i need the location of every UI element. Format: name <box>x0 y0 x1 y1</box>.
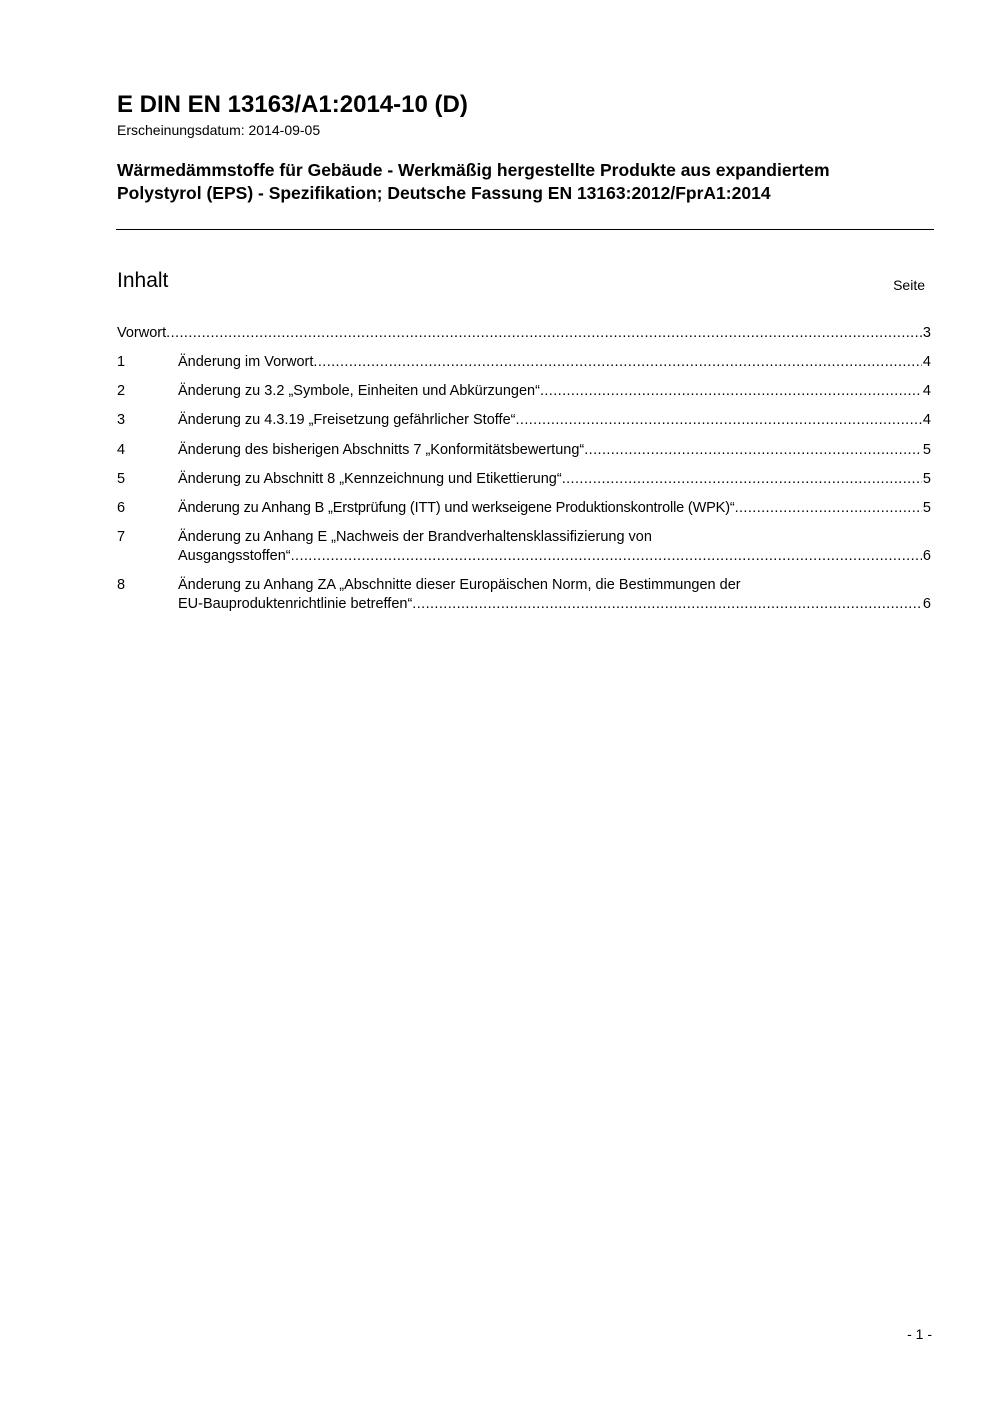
toc-entry-page: 4 <box>922 412 931 428</box>
toc-entry-page: 6 <box>922 548 931 564</box>
toc-entry-title[interactable]: Änderung im Vorwort <box>178 354 314 370</box>
toc-dot-leader <box>540 382 922 401</box>
toc-dot-leader <box>735 499 922 518</box>
toc-entry-page: 6 <box>922 596 931 612</box>
toc-entry-number: 4 <box>117 442 126 458</box>
toc-entry-number: 6 <box>117 500 126 516</box>
toc-entry-title-line2[interactable]: Ausgangsstoffen“ <box>178 548 291 564</box>
toc-entry-title[interactable]: Änderung des bisherigen Abschnitts 7 „Konformitätsbewertung“ <box>178 442 585 458</box>
toc-entry-body <box>178 382 931 401</box>
toc-entry-body <box>178 499 931 518</box>
title-divider <box>116 229 934 230</box>
toc-entry-title-line2[interactable]: EU-Bauproduktenrichtlinie betreffen“ <box>178 596 413 612</box>
toc-entry-page: 4 <box>922 354 931 370</box>
toc-entry-body <box>178 353 931 372</box>
toc-entry-body <box>178 528 931 566</box>
page-number: - 1 - <box>907 1326 932 1342</box>
toc-entry-number: 5 <box>117 471 126 487</box>
toc-entry-page: 4 <box>922 383 931 399</box>
toc-entry-title[interactable]: Änderung zu Anhang B „Erstprüfung (ITT) und werkseigene Produktionskontrolle (WPK)“ <box>178 500 735 516</box>
toc-entry-title[interactable]: Änderung zu 4.3.19 „Freisetzung gefährlicher Stoffe“ <box>178 412 516 428</box>
toc-page-column-label: Seite <box>893 277 925 293</box>
toc-entry-number: 3 <box>117 412 126 428</box>
toc-entry-page: 5 <box>922 442 931 458</box>
toc-dot-leader <box>166 324 922 343</box>
document-id: E DIN EN 13163/A1:2014-10 (D) <box>117 91 468 118</box>
toc-entry-body <box>178 576 931 614</box>
toc-entry-body <box>178 441 931 460</box>
toc-entry-page: 3 <box>922 325 931 341</box>
toc-heading: Inhalt <box>117 269 169 292</box>
toc-entry-body <box>178 411 931 430</box>
toc-entry-number: 2 <box>117 383 126 399</box>
toc-entry-number: 7 <box>117 529 126 545</box>
toc-entry-number: 8 <box>117 577 126 593</box>
toc-dot-leader <box>291 547 922 566</box>
toc-dot-leader <box>313 353 922 372</box>
toc-entry-page: 5 <box>922 471 931 487</box>
toc-entry-title-line1[interactable]: Änderung zu Anhang E „Nachweis der Brandverhaltensklassifizierung von <box>178 529 652 545</box>
toc-entry-title[interactable]: Änderung zu 3.2 „Symbole, Einheiten und Abkürzungen“ <box>178 383 540 399</box>
toc-entry-body <box>178 470 931 489</box>
toc-entry-body <box>117 324 931 343</box>
toc-dot-leader <box>584 441 922 460</box>
toc-dot-leader <box>412 595 922 614</box>
toc-entry-title[interactable]: Änderung zu Abschnitt 8 „Kennzeichnung und Etikettierung“ <box>178 471 562 487</box>
toc-entry-title-line1[interactable]: Änderung zu Anhang ZA „Abschnitte dieser Europäischen Norm, die Bestimmungen der <box>178 577 741 593</box>
publication-date: Erscheinungsdatum: 2014-09-05 <box>117 122 321 138</box>
toc-entry-page: 5 <box>922 500 931 516</box>
toc-dot-leader <box>515 411 921 430</box>
document-title: Wärmedämmstoffe für Gebäude - Werkmäßig hergestellte Produkte aus expandiertem Polystyrol (EPS) - Spezifikation; Deutsche Fassung EN 13163:2012/FprA1:2014 <box>117 160 830 203</box>
toc-dot-leader <box>562 470 922 489</box>
toc-entry-number: 1 <box>117 354 126 370</box>
toc-entry-title[interactable]: Vorwort <box>117 325 167 341</box>
